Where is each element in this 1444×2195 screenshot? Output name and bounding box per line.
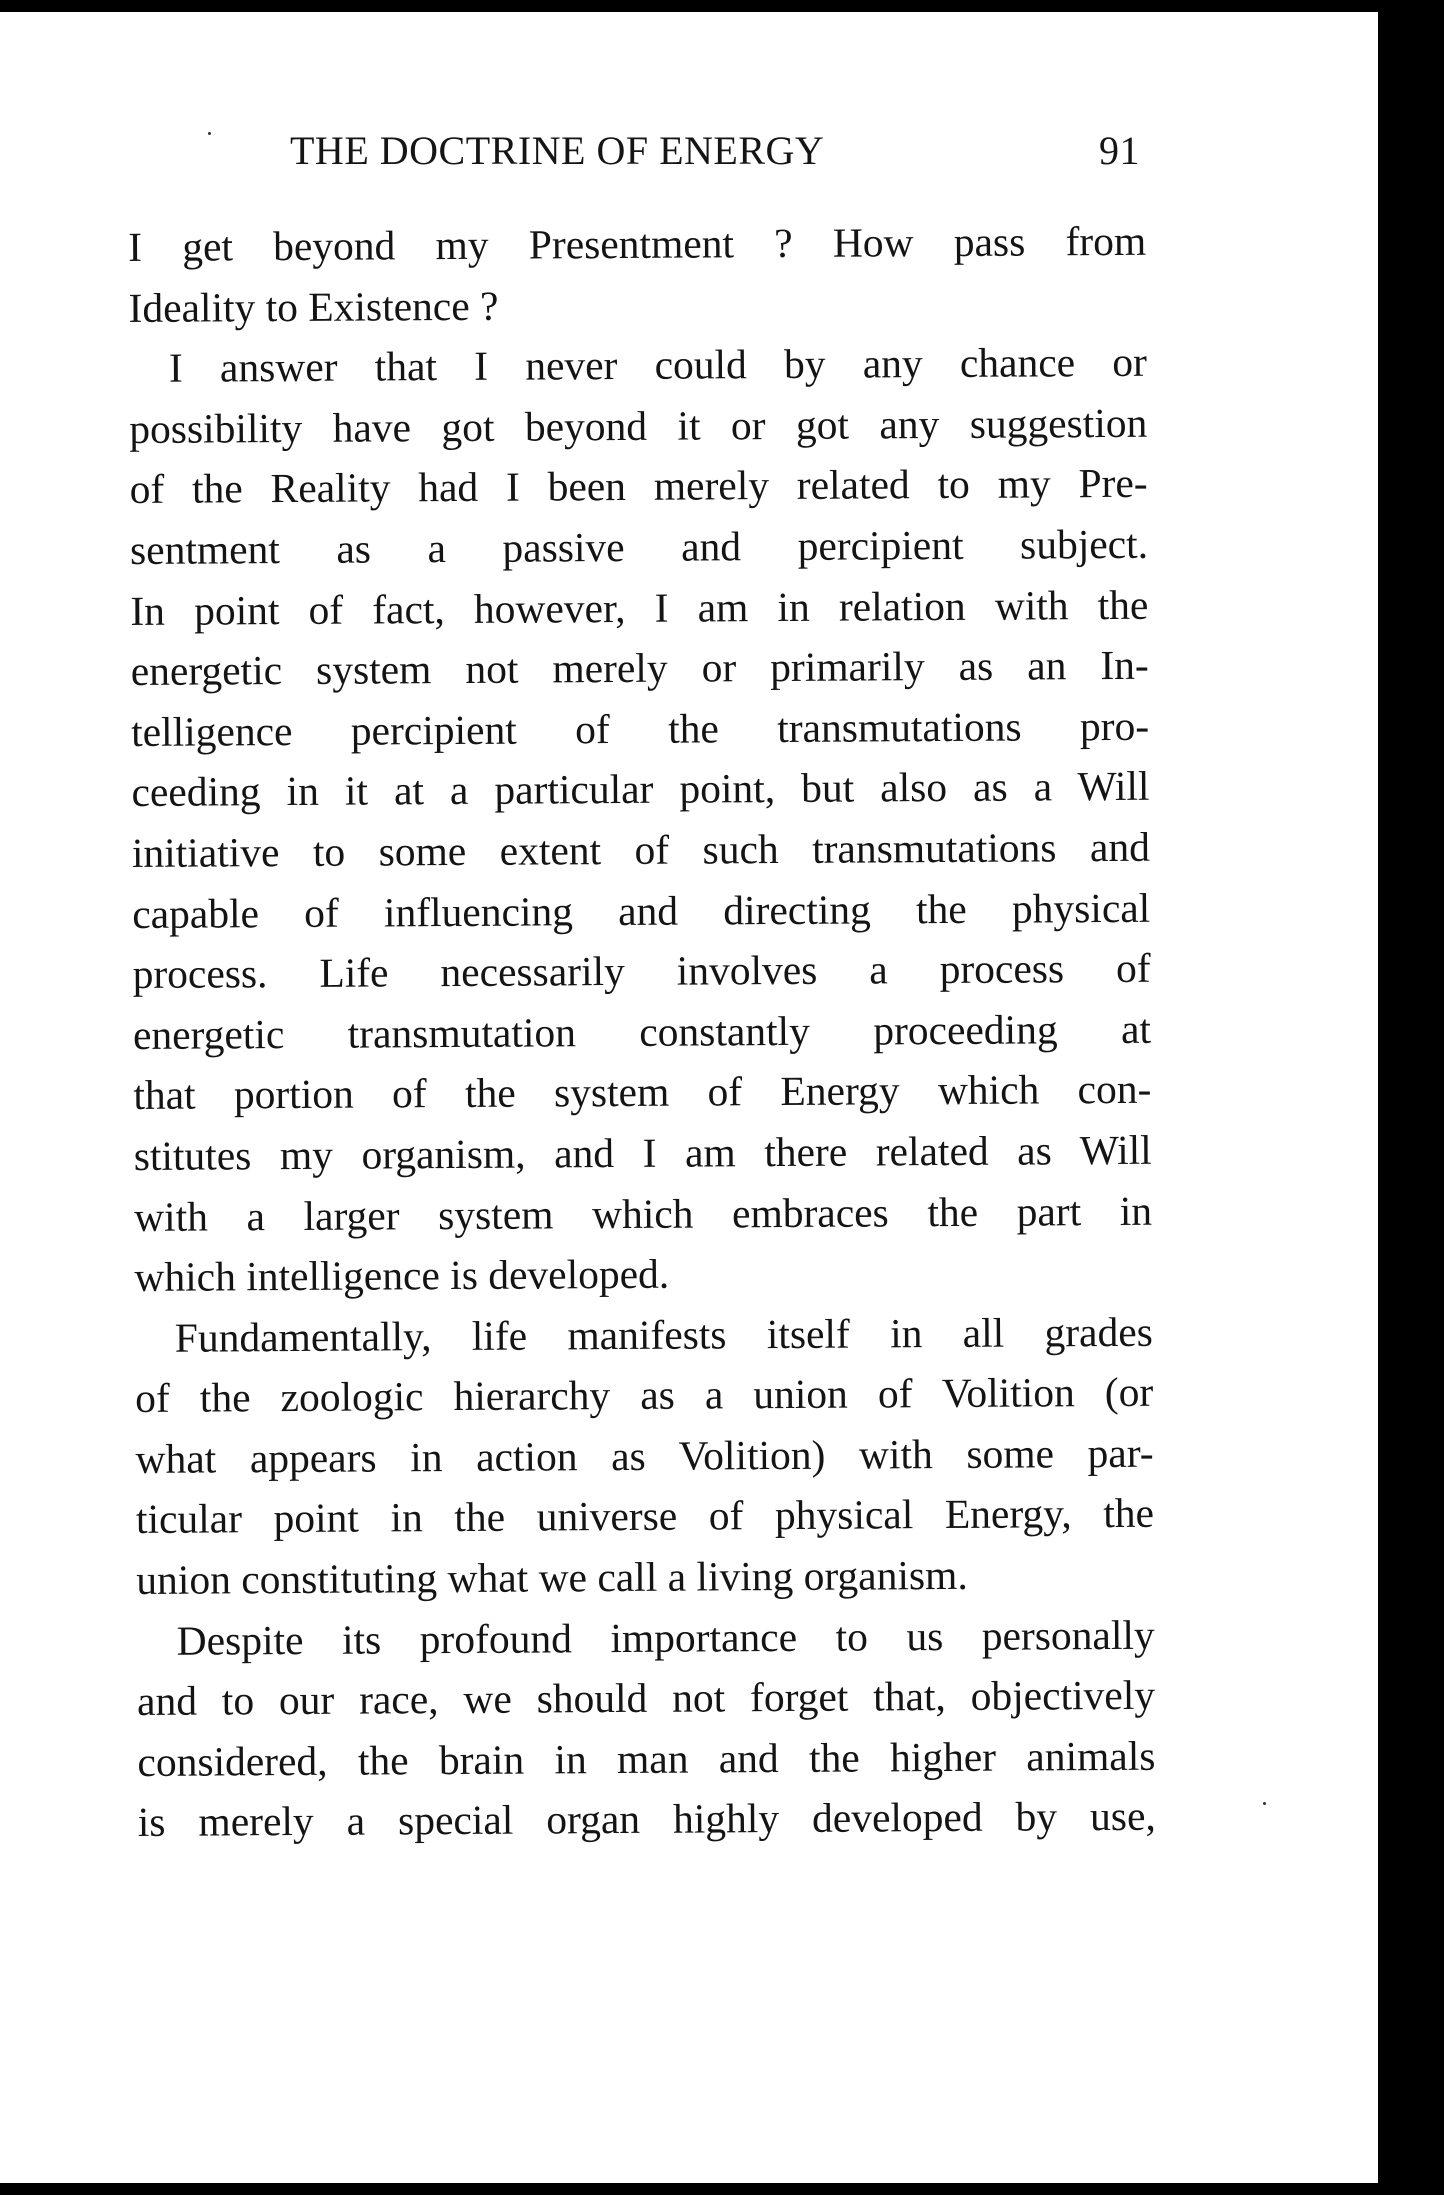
text-line: and to our race, we should not forget that, objectively [136, 1672, 1156, 1725]
text-line: stitutes my organism, and I am there related as Will [133, 1126, 1152, 1179]
running-head-title: THE DOCTRINE OF ENERGY [290, 128, 825, 173]
page-number: 91 [1099, 128, 1140, 173]
text-line: with a larger system which embraces the part in [133, 1187, 1153, 1240]
text-line: In point of fact, however, I am in relation with the [130, 581, 1149, 634]
text-line: energetic transmutation constantly proceeding at [132, 1005, 1152, 1058]
text-line: capable of influencing and directing the physical [132, 884, 1151, 937]
text-line: possibility have got beyond it or got any suggestion [129, 399, 1148, 452]
text-line: that portion of the system of Energy which con- [133, 1066, 1152, 1119]
text-line: process. Life necessarily involves a process of [132, 944, 1151, 998]
text-line: energetic system not merely or primarily as an In- [130, 641, 1149, 695]
text-line: Ideality to Existence ? [128, 282, 499, 331]
text-line: Fundamentally, life manifests itself in all grades [174, 1308, 1153, 1361]
running-head [290, 127, 1170, 187]
text-line: sentment as a passive and percipient subject. [129, 520, 1149, 573]
text-line: initiative to some extent of such transmutations and [131, 823, 1151, 876]
text-line: telligence percipient of the transmutations pro- [131, 702, 1150, 755]
book-page [0, 12, 1378, 2183]
text-line: is merely a special organ highly developed by use, [137, 1793, 1156, 1846]
scan-speck [208, 132, 211, 135]
text-line: I answer that I never could by any chance or [168, 338, 1148, 391]
text-line: ceeding in it at a particular point, but also as a Will [131, 763, 1150, 816]
text-line: union constituting what we call a living organism. [136, 1551, 968, 1604]
text-line: I get beyond my Presentment ? How pass from [128, 217, 1147, 270]
body-text [128, 211, 1156, 1853]
text-line: of the zoologic hierarchy as a union of Volition (or [135, 1369, 1154, 1422]
text-line: considered, the brain in man and the higher animals [137, 1732, 1156, 1785]
text-line: what appears in action as Volition) with some par- [135, 1429, 1154, 1482]
scan-speck [1263, 1802, 1266, 1805]
text-line: of the Reality had I been merely related to my Pre- [129, 460, 1148, 513]
text-line: which intelligence is developed. [134, 1250, 670, 1301]
text-line: Despite its profound importance to us personally [176, 1611, 1155, 1664]
text-line: ticular point in the universe of physical Energy, the [135, 1490, 1155, 1543]
